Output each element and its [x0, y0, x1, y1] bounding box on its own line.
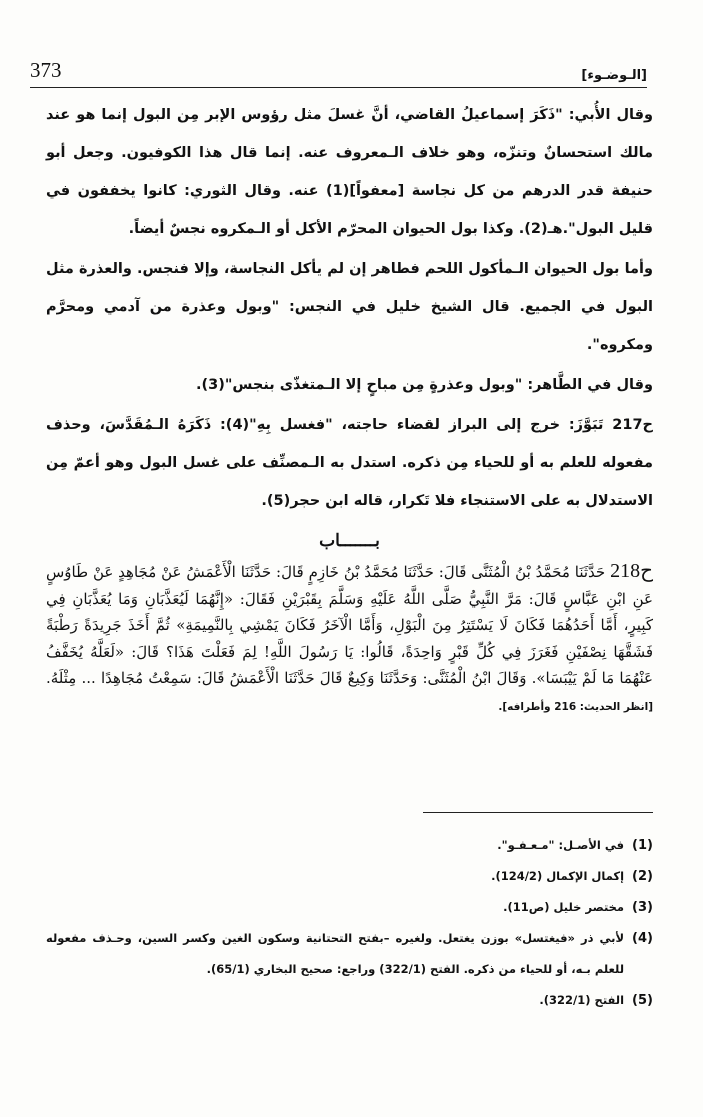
hadith-text-block [46, 558, 653, 720]
footnote-label: (4) [632, 931, 653, 946]
footnote-text: مختصر خليل (ص11). [503, 900, 625, 914]
footnote [46, 985, 653, 1016]
footnote-label: (3) [632, 900, 653, 915]
main-text [46, 96, 653, 720]
paragraph-3: وقال في الطَّاهر: "وبول وعذرةٍ مِن مباحٍ إلا الـمتغذّى بنجس"(3). [195, 377, 653, 393]
paragraph-2: وأما بول الحيوان الـمأكول اللحم فطاهر إن لم يأكل النجاسة، وإلا فنجس. والعذرة مثل البول في الجميع. قال الشيخ خليل في النجس: "وبول وعذرة من آدمي ومحرَّم ومكروه". [46, 261, 653, 353]
chapter-separator: بـــــــاب [319, 531, 380, 551]
footnote-text: الفتح (322/1). [539, 993, 625, 1007]
footnote-label: (2) [632, 869, 653, 884]
hadith-number: ح218 [610, 560, 653, 582]
footnote [46, 892, 653, 923]
footnote-text: إكمال الإكمال (124/2). [491, 869, 625, 883]
hadith-text: حَدَّثَنَا مُحَمَّدُ بْنُ الْمُثَنَّى قَالَ: حَدَّثَنَا مُحَمَّدُ بْنُ خَازِمٍ قَالَ: حَدَّثَنَا الْأَعْمَشُ عَنْ مُجَاهِدٍ عَنْ طَاوُسٍ عَنِ ابْنِ عَبَّاسٍ قَالَ: مَرَّ النَّبِيُّ صَلَّى اللَّهُ عَلَيْهِ وَسَلَّمَ بِقَبْرَيْنِ فَقَالَ: «إِنَّهُمَا لَيُعَذَّبَانِ وَمَا يُعَذَّبَانِ فِي كَبِيرٍ، أَمَّا أَحَدُهُمَا فَكَانَ لَا يَسْتَتِرُ مِنَ الْبَوْلِ، وَأَمَّا الْآخَرُ فَكَانَ يَمْشِي بِالنَّمِيمَةِ» ثُمَّ أَخَذَ جَرِيدَةً رَطْبَةً فَشَقَّهَا نِصْفَيْنِ فَغَرَزَ فِي كُلِّ قَبْرٍ وَاحِدَةً، قَالُوا: يَا رَسُولَ اللَّهِ! لِمَ فَعَلْتَ هَذَا؟ قَالَ: «لَعَلَّهُ يُخَفَّفُ عَنْهُمَا مَا لَمْ يَيْبَسَا». وَقَالَ ابْنُ الْمُثَنَّى: وَحَدَّثَنَا وَكِيعٌ قَالَ حَدَّثَنَا الْأَعْمَشُ قَالَ: سَمِعْتُ مُجَاهِدًا ... مِثْلَهُ. [46, 563, 653, 687]
hadith-reference: [انظر الحديث: 216 وأطرافه]. [498, 700, 653, 713]
footnote-divider [423, 812, 653, 813]
page-number: 373 [30, 58, 62, 82]
footnote-text: لأبي ذر «فيغتسل» بوزن يغتعل. ولغيره –بفتح التحتانية وسكون الغين وكسر السين، وحـذف مفعوله للعلم بـه، أو للحياء من ذكره. الفتح (322/1) وراجع: صحيح البخاري (65/1). [46, 931, 625, 976]
paragraph-1: وقال الأُبي: "ذَكَرَ إسماعيلُ القاضي، أنَّ غسلَ مثل رؤوس الإبر مِن البول إنما هو عند مالك استحسانٌ وتنزّه، وهو خلاف الـمعروف عنه. إنما قال هذا الكوفيون. وجعل أبو حنيفة قدر الدرهم من كل نجاسة [معفواً](1) عنه. وقال الثوري: كانوا يخففون في قليل البول".هـ(2). وكذا بول الحيوان المحرّم الأكل أو الـمكروه نجسٌ أيضاً. [46, 107, 654, 237]
footnote-label: (5) [632, 993, 653, 1008]
footnote [46, 830, 653, 861]
footnote [46, 923, 653, 985]
footnotes [46, 830, 653, 1016]
footnote-label: (1) [632, 838, 653, 853]
chapter-title: [الـوضـوء] [581, 68, 647, 83]
footnote [46, 861, 653, 892]
paragraph-4: ح217 تَبَوَّزَ: خرج إلى البراز لقضاء حاجته، "فغسل بِهِ"(4): ذَكَرَهُ الـمُقَدَّسَ، وحذف مفعوله للعلم به أو للحياء مِن ذكره. استدل به الـمصنِّف على غسل البول وهو أعمّ مِن الاستدلال به على الاستنجاء فلا تَكرار، قاله ابن حجر(5). [46, 417, 653, 509]
footnote-text: في الأصـل: "مـعـفـو". [497, 838, 625, 852]
running-header [30, 48, 647, 88]
